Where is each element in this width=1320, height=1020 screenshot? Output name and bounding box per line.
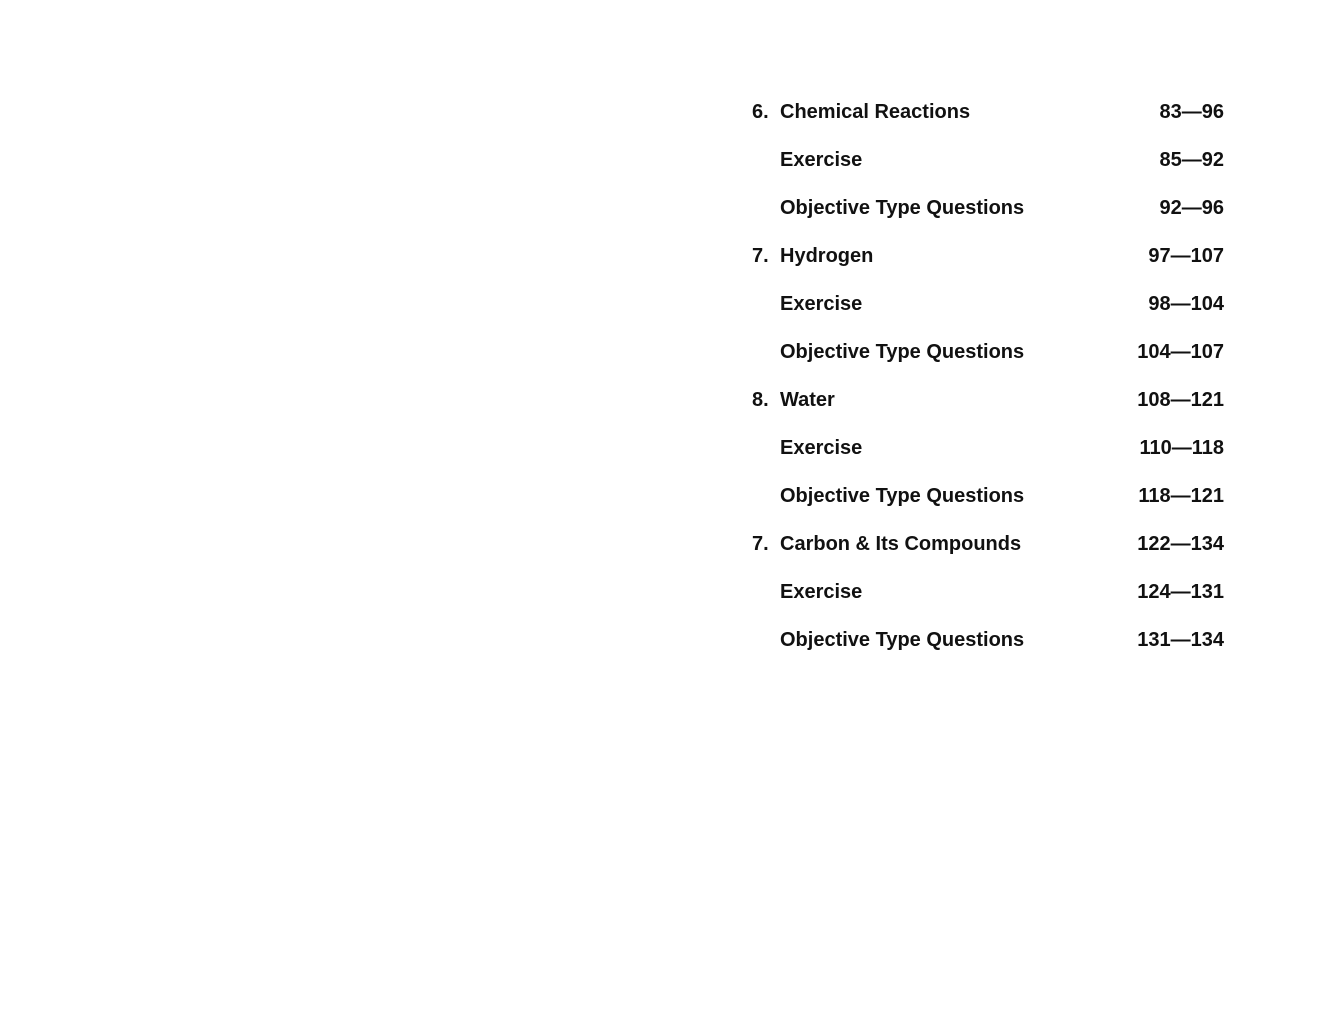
section-title: Objective Type Questions bbox=[780, 197, 1025, 219]
section-title: Objective Type Questions bbox=[780, 629, 1025, 651]
chapter-title: Water bbox=[780, 389, 835, 411]
page-range: 83—96 bbox=[1159, 101, 1224, 123]
toc-section-row bbox=[752, 184, 1224, 232]
page-range: 108—121 bbox=[1137, 389, 1224, 411]
toc-chapter-row bbox=[752, 520, 1224, 568]
toc-section-row bbox=[752, 280, 1224, 328]
page-range: 98—104 bbox=[1148, 293, 1224, 315]
section-title: Exercise bbox=[780, 437, 863, 459]
toc-section-row bbox=[752, 328, 1224, 376]
toc-chapter-row bbox=[752, 376, 1224, 424]
toc-section-row bbox=[752, 472, 1224, 520]
chapter-number: 7. bbox=[752, 245, 769, 267]
toc-chapter-row bbox=[752, 232, 1224, 280]
section-title: Exercise bbox=[780, 581, 863, 603]
toc-section-row bbox=[752, 136, 1224, 184]
page-range: 97—107 bbox=[1148, 245, 1224, 267]
chapter-number: 8. bbox=[752, 389, 769, 411]
page-range: 104—107 bbox=[1137, 341, 1224, 363]
section-title: Objective Type Questions bbox=[780, 341, 1025, 363]
page-range: 85—92 bbox=[1159, 149, 1224, 171]
table-of-contents bbox=[752, 88, 1224, 664]
toc-section-row bbox=[752, 424, 1224, 472]
page-range: 92—96 bbox=[1159, 197, 1224, 219]
chapter-title: Hydrogen bbox=[780, 245, 874, 267]
chapter-title: Carbon & Its Compounds bbox=[780, 533, 1022, 555]
page-range: 122—134 bbox=[1137, 533, 1224, 555]
page-range: 124—131 bbox=[1137, 581, 1224, 603]
chapter-number: 7. bbox=[752, 533, 769, 555]
page-range: 118—121 bbox=[1138, 485, 1224, 507]
section-title: Objective Type Questions bbox=[780, 485, 1025, 507]
toc-chapter-row bbox=[752, 88, 1224, 136]
section-title: Exercise bbox=[780, 293, 863, 315]
section-title: Exercise bbox=[780, 149, 863, 171]
page-range: 110—118 bbox=[1139, 437, 1224, 459]
toc-section-row bbox=[752, 568, 1224, 616]
page-range: 131—134 bbox=[1137, 629, 1224, 651]
toc-section-row bbox=[752, 616, 1224, 664]
chapter-number: 6. bbox=[752, 101, 769, 123]
chapter-title: Chemical Reactions bbox=[780, 101, 971, 123]
